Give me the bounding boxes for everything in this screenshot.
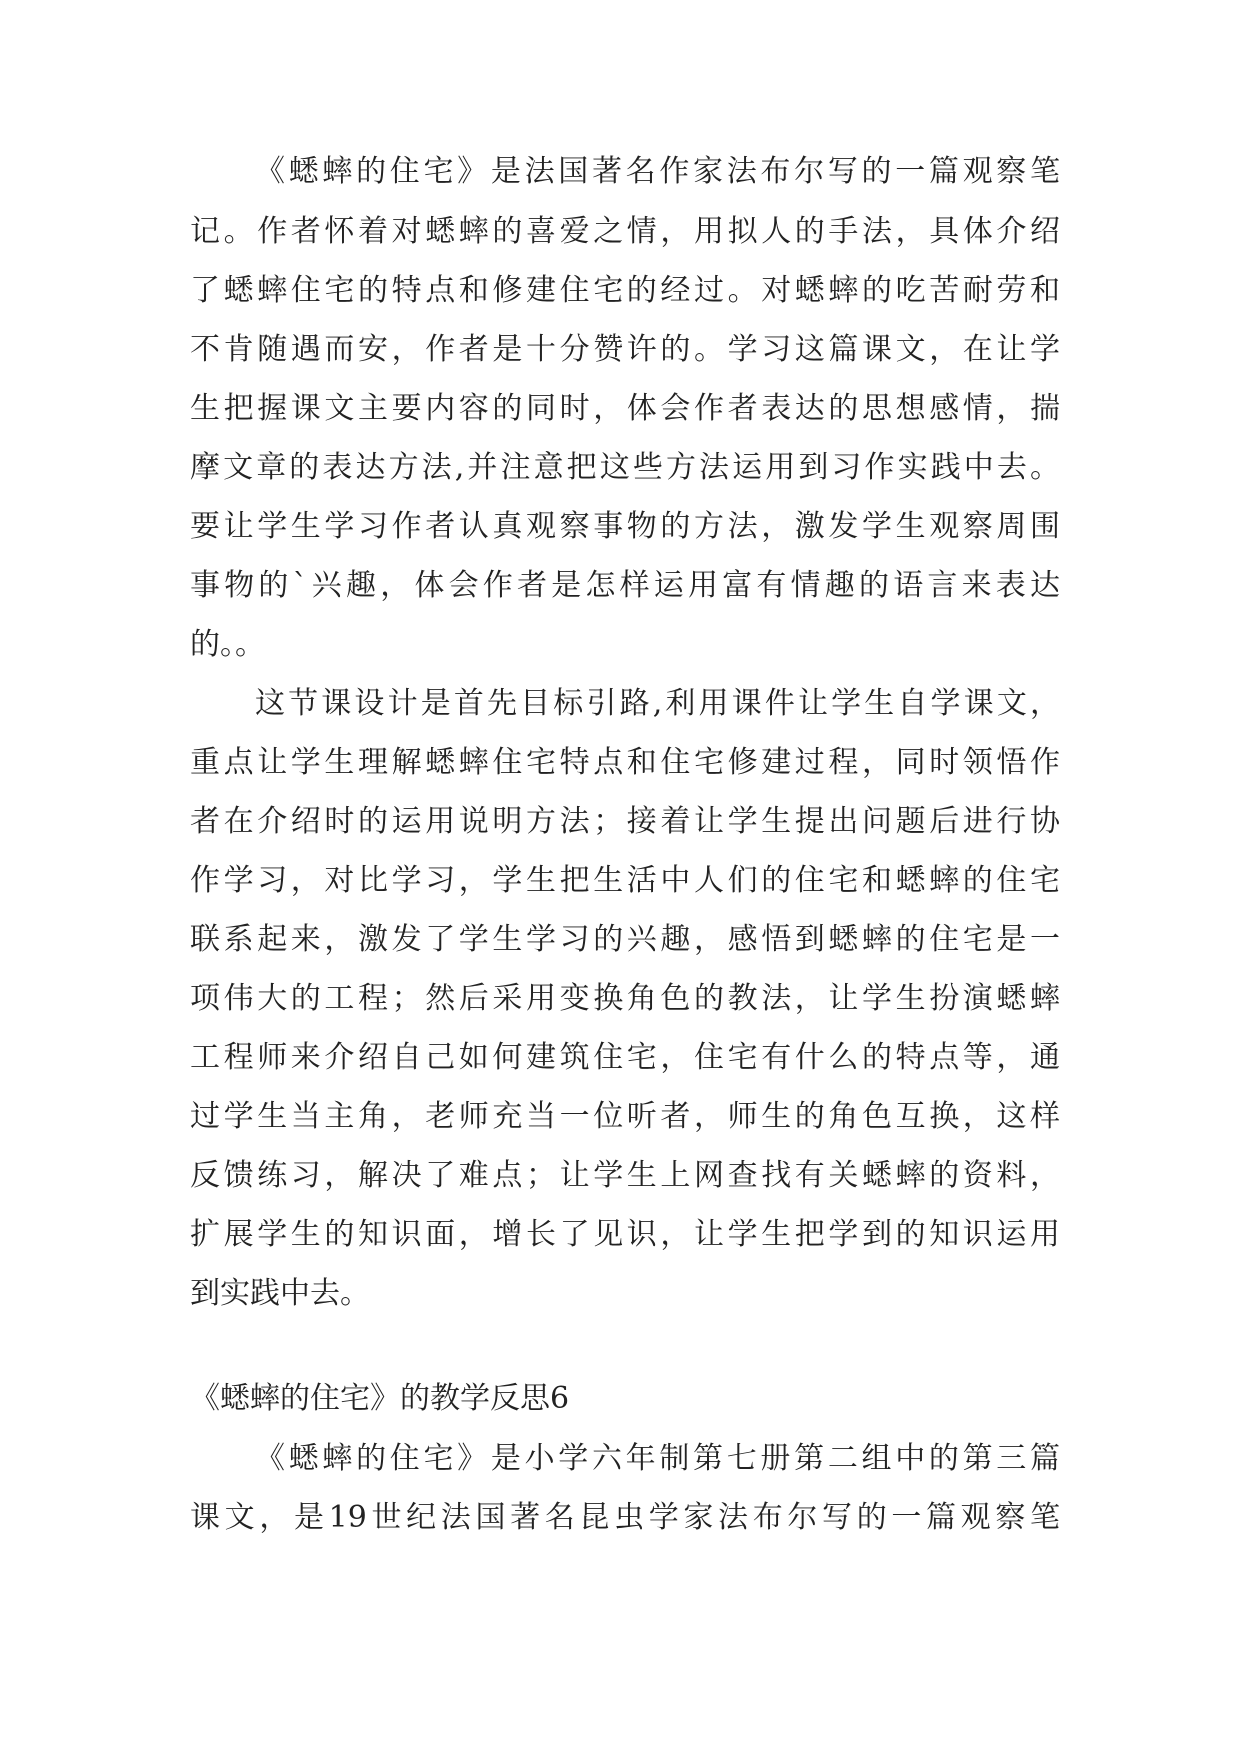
paragraph-line: 反馈练习，解决了难点；让学生上网查找有关蟋蟀的资料， <box>190 1158 1060 1193</box>
paragraph-line: 项伟大的工程；然后采用变换角色的教法，让学生扮演蟋蟀 <box>190 981 1060 1016</box>
paragraph-line: 作学习，对比学习，学生把生活中人们的住宅和蟋蟀的住宅 <box>190 863 1060 898</box>
paragraph-line: 《蟋蟀的住宅》是法国著名作家法布尔写的一篇观察笔 <box>255 154 1060 189</box>
paragraph-line: 到实践中去。 <box>190 1276 370 1311</box>
paragraph-line: 扩展学生的知识面，增长了见识，让学生把学到的知识运用 <box>190 1217 1060 1252</box>
paragraph-line: 联系起来，激发了学生学习的兴趣，感悟到蟋蟀的住宅是一 <box>190 922 1060 957</box>
paragraph-line: 者在介绍时的运用说明方法；接着让学生提出问题后进行协 <box>190 804 1060 839</box>
paragraph-line: 这节课设计是首先目标引路,利用课件让学生自学课文， <box>255 686 1060 721</box>
paragraph-line: 过学生当主角，老师充当一位听者，师生的角色互换，这样 <box>190 1099 1060 1134</box>
paragraph-line: 工程师来介绍自己如何建筑住宅，住宅有什么的特点等，通 <box>190 1040 1060 1075</box>
paragraph-line: 课文，是19世纪法国著名昆虫学家法布尔写的一篇观察笔 <box>190 1500 1060 1535</box>
paragraph-line: 摩文章的表达方法,并注意把这些方法运用到习作实践中去。 <box>190 450 1060 485</box>
paragraph-line: 事物的`兴趣，体会作者是怎样运用富有情趣的语言来表达 <box>190 568 1060 603</box>
paragraph-line: 了蟋蟀住宅的特点和修建住宅的经过。对蟋蟀的吃苦耐劳和 <box>190 273 1060 308</box>
paragraph-line: 的。。 <box>190 627 265 662</box>
paragraph-line: 生把握课文主要内容的同时，体会作者表达的思想感情，揣 <box>190 391 1060 426</box>
paragraph-line: 重点让学生理解蟋蟀住宅特点和住宅修建过程，同时领悟作 <box>190 745 1060 780</box>
paragraph-line: 《蟋蟀的住宅》是小学六年制第七册第二组中的第三篇 <box>255 1441 1060 1476</box>
paragraph-line: 要让学生学习作者认真观察事物的方法，激发学生观察周围 <box>190 509 1060 544</box>
paragraph-line: 记。作者怀着对蟋蟀的喜爱之情，用拟人的手法，具体介绍 <box>190 214 1060 249</box>
paragraph-line: 不肯随遇而安，作者是十分赞许的。学习这篇课文，在让学 <box>190 332 1060 367</box>
section-heading: 《蟋蟀的住宅》的教学反思6 <box>190 1381 570 1416</box>
